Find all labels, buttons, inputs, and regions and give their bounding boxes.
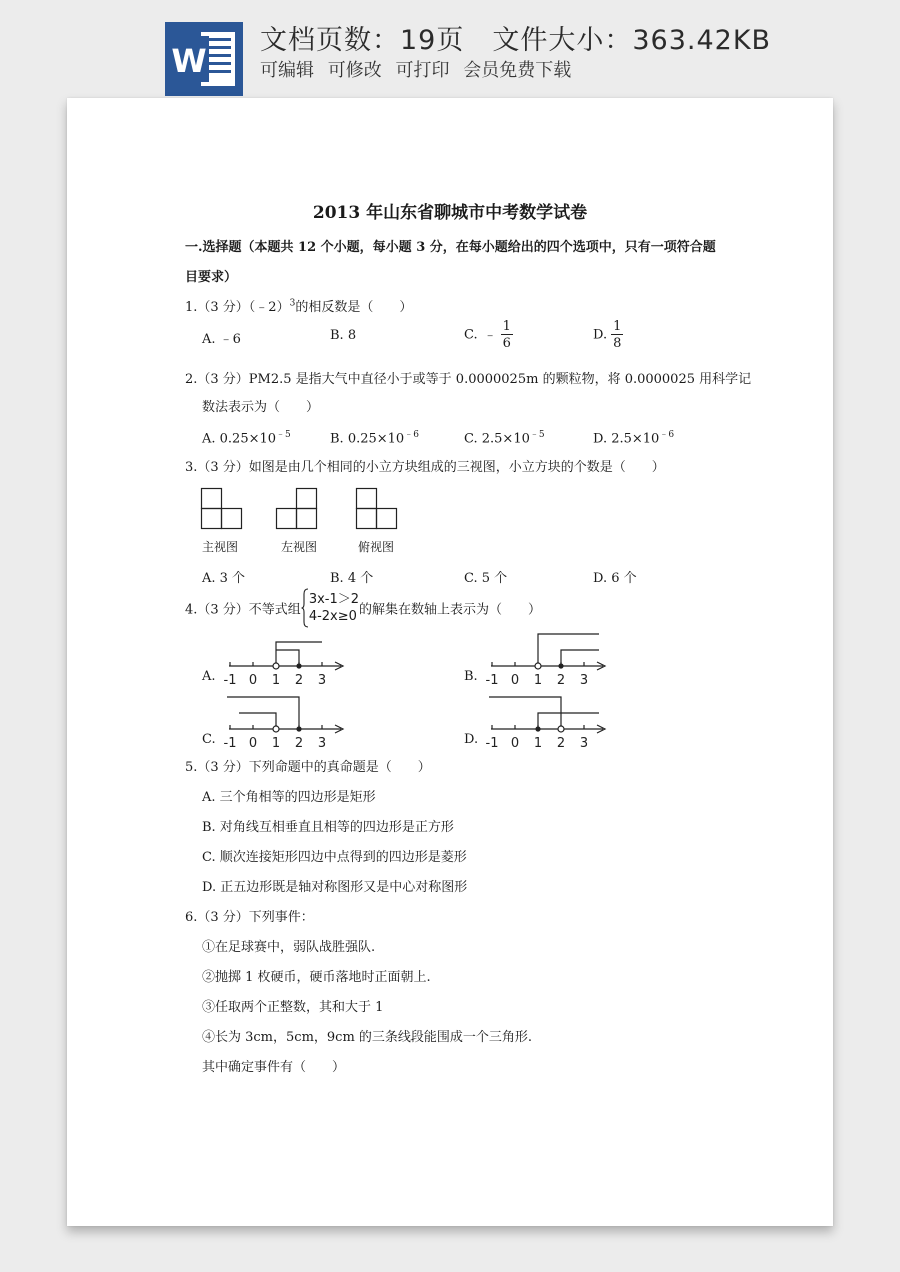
fraction-numerator: 1 bbox=[502, 319, 511, 334]
download-banner bbox=[0, 0, 900, 100]
q1-c-fraction bbox=[501, 320, 513, 350]
q5-option-c: C. 顺次连接矩形四边中点得到的四边形是菱形 bbox=[202, 850, 467, 865]
tick-label: 1 bbox=[533, 673, 543, 688]
q2-option-d bbox=[593, 427, 674, 446]
section-heading: 一.选择题（本题共 12 个小题，每小题 3 分，在每小题给出的四个选项中，只有一项符合题 bbox=[185, 240, 716, 255]
fraction-denominator: 6 bbox=[502, 336, 511, 351]
feature-modifiable: 可修改 bbox=[327, 60, 382, 81]
q2-d-exp: ﹣6 bbox=[659, 430, 675, 440]
question-2-cont: 数法表示为（ ） bbox=[202, 400, 320, 415]
tick-label: -1 bbox=[485, 736, 499, 751]
q2-option-a bbox=[202, 427, 291, 446]
tick-label: 0 bbox=[510, 736, 520, 751]
page-count: 文档页数：19页 bbox=[260, 25, 465, 56]
word-icon-letter: W bbox=[171, 42, 207, 80]
q1-option-d bbox=[593, 320, 623, 350]
fraction-denominator: 8 bbox=[613, 336, 622, 351]
q3-option-a: A. 3 个 bbox=[202, 571, 246, 586]
left-view-label: 左视图 bbox=[281, 540, 318, 554]
q1-stem: 1.（3 分）（﹣2） bbox=[185, 300, 290, 315]
tick-label: 2 bbox=[294, 736, 304, 751]
tick-label: 0 bbox=[248, 736, 258, 751]
inequality-system bbox=[309, 591, 359, 625]
q4-option-c-label: C. bbox=[202, 732, 216, 747]
question-1 bbox=[185, 296, 412, 315]
q2-d-text: D. 2.5×10 bbox=[593, 431, 660, 447]
q4-stem: 4.（3 分）不等式组 bbox=[185, 602, 301, 618]
q1-stem-end: 的相反数是（ ） bbox=[295, 300, 413, 315]
inequality-1: 3x-1＞2 bbox=[308, 592, 360, 607]
word-icon bbox=[165, 22, 243, 96]
q1-option-c bbox=[464, 320, 513, 350]
inequality-2: 4-2x≥0 bbox=[308, 609, 357, 624]
q2-option-c bbox=[464, 427, 545, 446]
top-view-figure bbox=[352, 486, 472, 534]
q1-c-sign: ﹣ bbox=[483, 327, 497, 343]
tick-label: 2 bbox=[294, 673, 304, 688]
q1-c-label: C. bbox=[464, 327, 478, 343]
fraction-numerator: 1 bbox=[613, 319, 622, 334]
tick-label: -1 bbox=[485, 673, 499, 688]
page-title: 2013 年山东省聊城市中考数学试卷 bbox=[312, 203, 588, 223]
tick-label: 3 bbox=[317, 736, 327, 751]
q4-stem-end: 的解集在数轴上表示为（ ） bbox=[359, 602, 542, 618]
feature-member-download: 会员免费下载 bbox=[463, 60, 572, 81]
question-3: 3.（3 分）如图是由几个相同的小立方块组成的三视图，小立方块的个数是（ ） bbox=[185, 460, 665, 475]
banner-file-info bbox=[260, 18, 771, 57]
tick-label: 3 bbox=[579, 673, 589, 688]
number-line-d bbox=[479, 691, 614, 753]
tick-label: 2 bbox=[556, 673, 566, 688]
tick-label: -1 bbox=[223, 673, 237, 688]
question-6: 6.（3 分）下列事件： bbox=[185, 910, 314, 925]
q3-option-c: C. 5 个 bbox=[464, 571, 508, 586]
tick-label: 0 bbox=[510, 673, 520, 688]
question-4 bbox=[185, 588, 541, 628]
number-line-c bbox=[217, 691, 352, 753]
front-view-label: 主视图 bbox=[202, 540, 239, 554]
tick-label: 1 bbox=[533, 736, 543, 751]
q1-d-label: D. bbox=[593, 327, 608, 343]
tick-label: 1 bbox=[271, 673, 281, 688]
number-line-b bbox=[479, 628, 614, 690]
q2-a-text: A. 0.25×10 bbox=[202, 431, 277, 447]
q5-option-b: B. 对角线互相垂直且相等的四边形是正方形 bbox=[202, 820, 454, 835]
q4-option-d-label: D. bbox=[464, 732, 479, 747]
tick-label: 0 bbox=[248, 673, 258, 688]
section-heading-cont: 目要求） bbox=[185, 270, 238, 285]
feature-editable: 可编辑 bbox=[260, 60, 314, 81]
tick-label: 3 bbox=[579, 736, 589, 751]
q6-item-3: ③任取两个正整数，其和大于 1 bbox=[202, 1000, 384, 1015]
q5-option-d: D. 正五边形既是轴对称图形又是中心对称图形 bbox=[202, 880, 468, 895]
q4-option-a-label: A. bbox=[202, 669, 216, 684]
tick-label: 2 bbox=[556, 736, 566, 751]
tick-label: -1 bbox=[223, 736, 237, 751]
document-page bbox=[67, 98, 833, 1226]
brace-icon bbox=[301, 588, 309, 628]
banner-features bbox=[260, 56, 579, 82]
q6-item-1: ①在足球赛中，弱队战胜强队. bbox=[202, 940, 376, 955]
q2-c-text: C. 2.5×10 bbox=[464, 431, 530, 447]
q6-item-2: ②抛掷 1 枚硬币，硬币落地时正面朝上. bbox=[202, 970, 431, 985]
q2-b-exp: ﹣6 bbox=[404, 430, 419, 440]
q4-option-b-label: B. bbox=[464, 669, 478, 684]
question-2: 2.（3 分）PM2.5 是指大气中直径小于或等于 0.0000025m 的颗粒物，将 0.0000025 用科学记 bbox=[185, 372, 752, 387]
q3-option-b: B. 4 个 bbox=[330, 571, 374, 586]
top-view-label: 俯视图 bbox=[358, 540, 395, 554]
q2-a-exp: ﹣5 bbox=[276, 430, 291, 440]
q1-option-a: A. ﹣6 bbox=[202, 332, 241, 347]
tick-label: 3 bbox=[317, 673, 327, 688]
feature-printable: 可打印 bbox=[395, 60, 450, 81]
file-size: 文件大小：363.42KB bbox=[492, 25, 772, 56]
question-5: 5.（3 分）下列命题中的真命题是（ ） bbox=[185, 760, 431, 775]
q2-b-text: B. 0.25×10 bbox=[330, 431, 405, 447]
q1-option-b: B. 8 bbox=[330, 328, 357, 343]
q2-option-b bbox=[330, 427, 419, 446]
q6-item-4: ④长为 3cm，5cm，9cm 的三条线段能围成一个三角形. bbox=[202, 1030, 533, 1045]
q1-exponent: 3 bbox=[289, 298, 296, 309]
q5-option-a: A. 三个角相等的四边形是矩形 bbox=[202, 790, 376, 805]
q2-c-exp: ﹣5 bbox=[529, 430, 545, 440]
number-line-a bbox=[217, 628, 352, 690]
q6-tail: 其中确定事件有（ ） bbox=[202, 1060, 346, 1075]
tick-label: 1 bbox=[271, 736, 281, 751]
q3-option-d: D. 6 个 bbox=[593, 571, 637, 586]
q1-d-fraction bbox=[611, 320, 623, 350]
